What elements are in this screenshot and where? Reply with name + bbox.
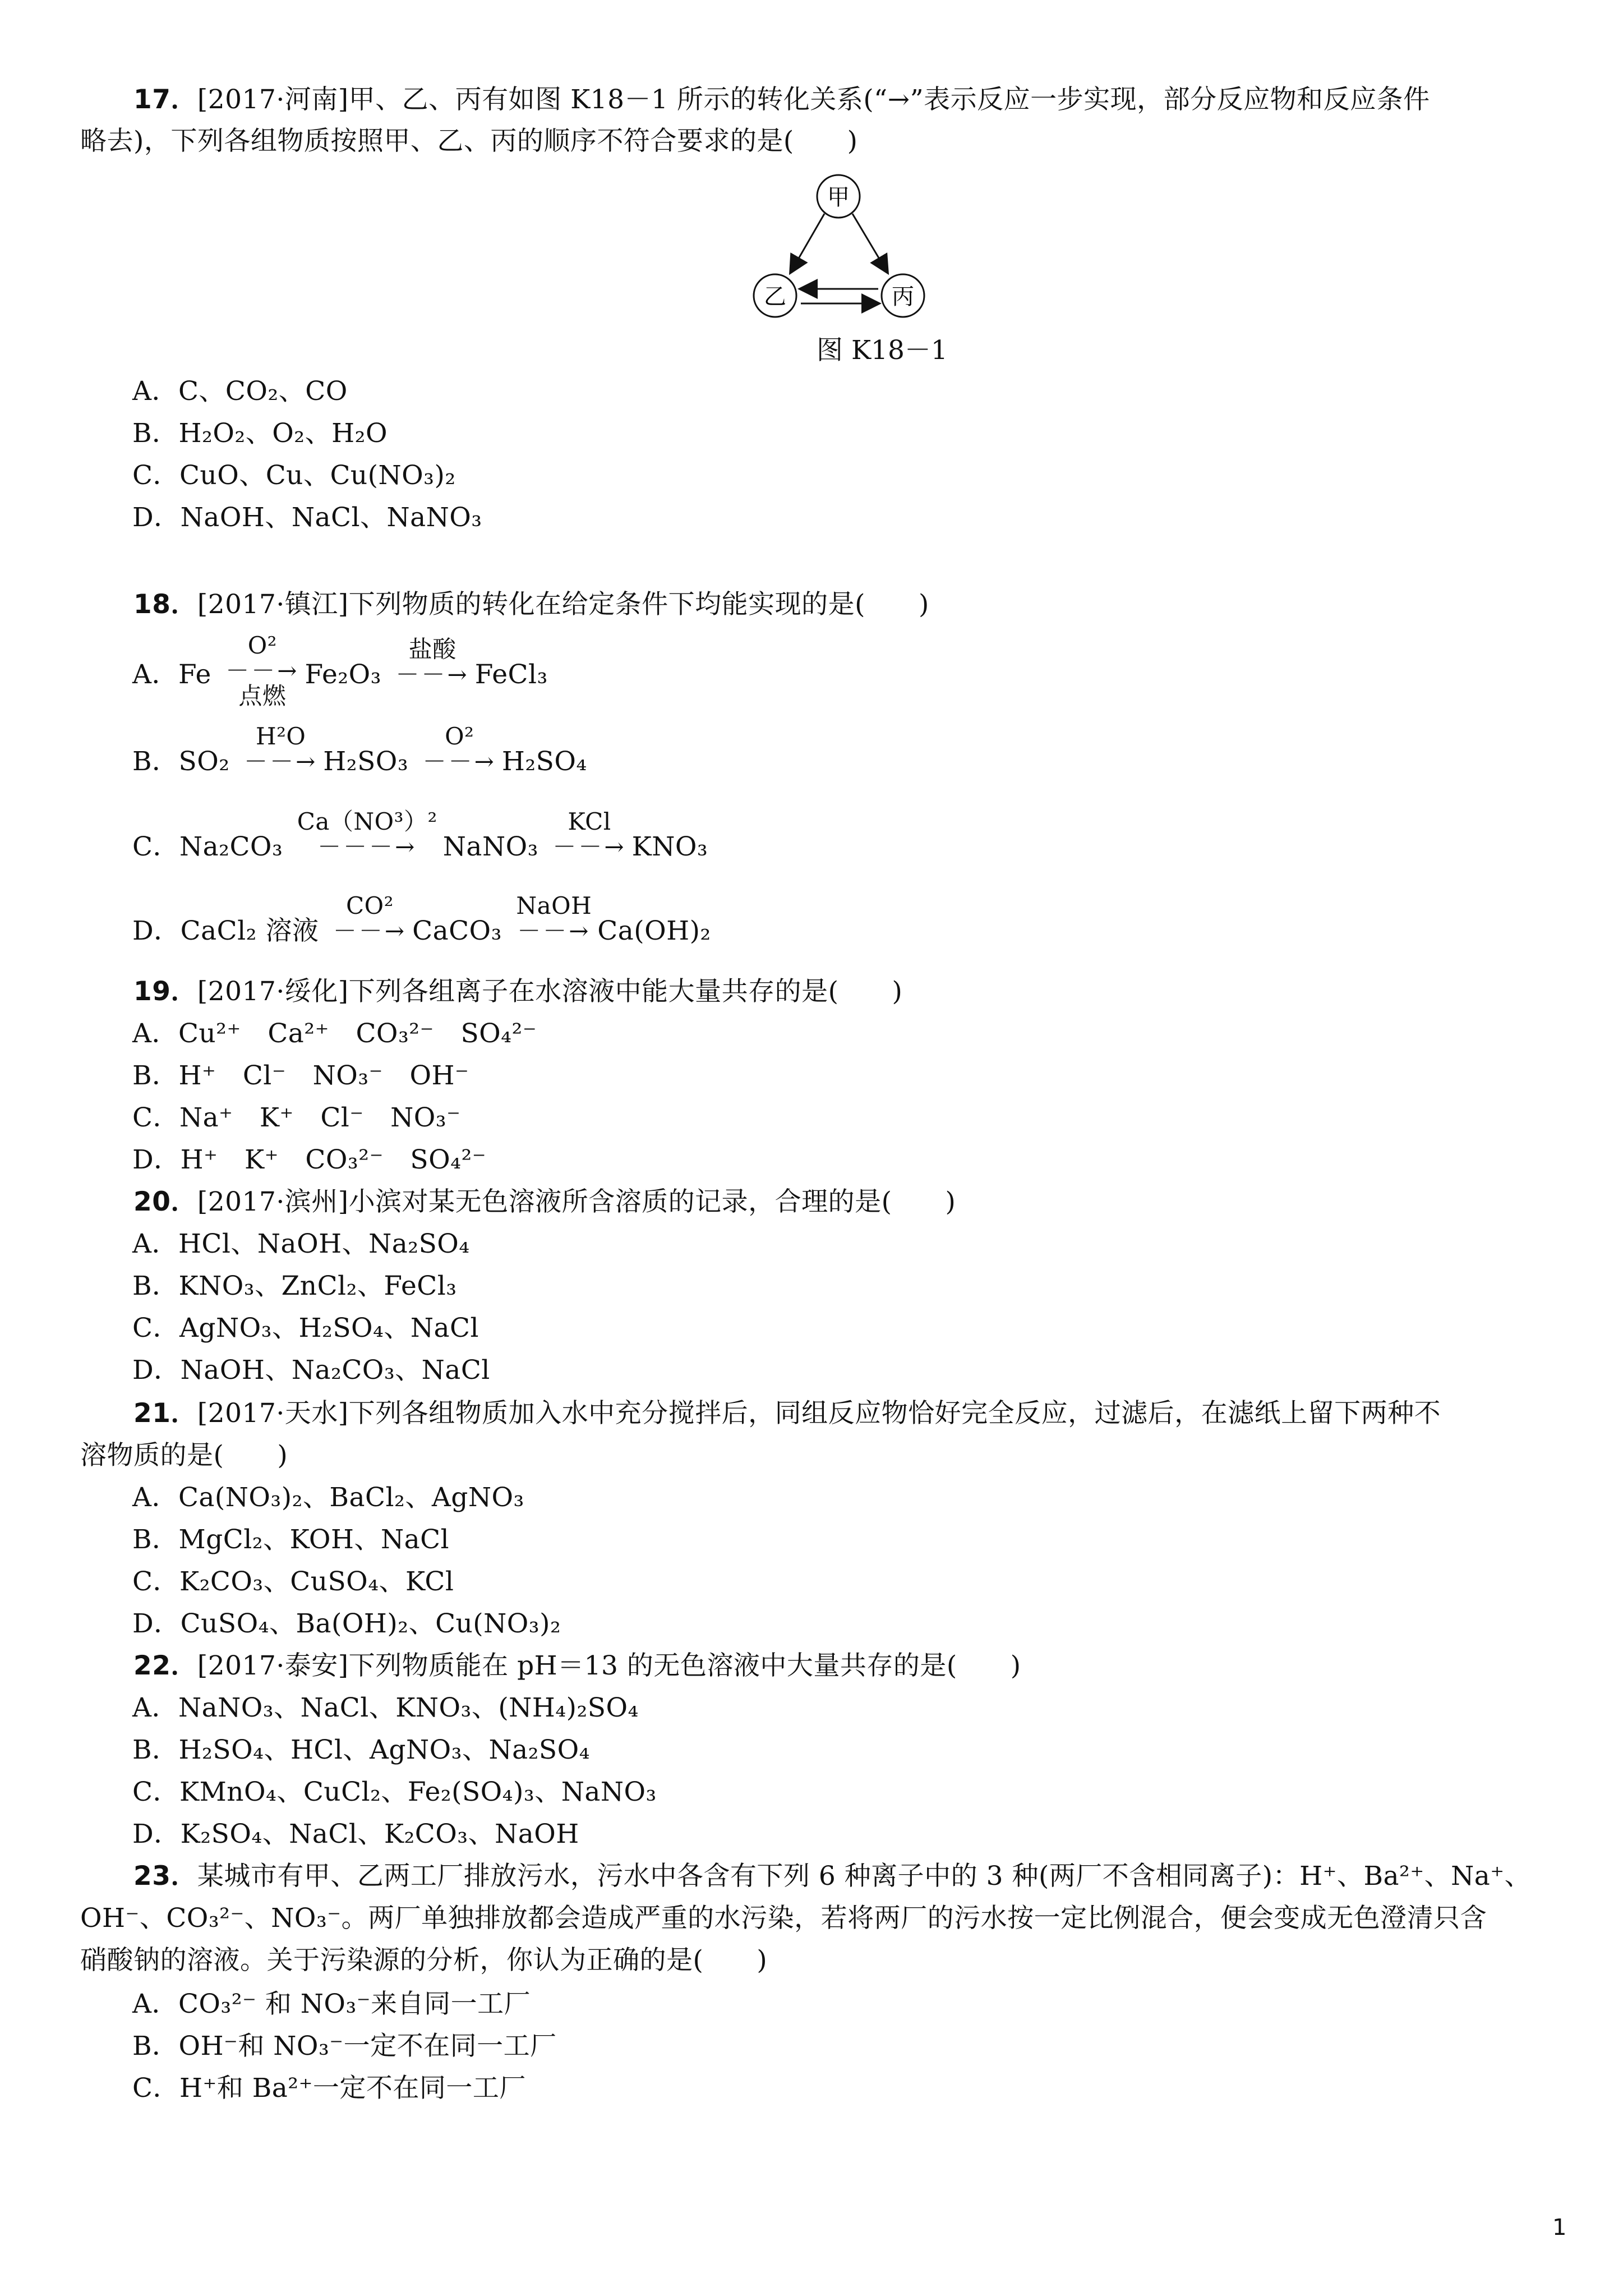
question-22-number: 22．: [133, 1650, 197, 1681]
arrow-jia-to-yi: [791, 214, 824, 272]
question-23-stem: 某城市有甲、乙两工厂排放污水，污水中各含有下列 6 种离子中的 3 种(两厂不含相同离子)：H⁺、Ba²⁺、Na⁺、: [197, 1861, 1532, 1892]
arrow-jia-to-bing: [852, 214, 887, 272]
q20-option-c: C．AgNO₃、H₂SO₄、NaCl: [132, 1313, 479, 1343]
node-yi-label: 乙: [764, 284, 786, 310]
question-19-stem: [2017·绥化]下列各组离子在水溶液中能大量共存的是( ): [197, 976, 903, 1007]
question-17-line2: 略去)，下列各组物质按照甲、乙、丙的顺序不符合要求的是( ): [80, 126, 858, 157]
page-number: 1: [1552, 2215, 1567, 2240]
question-20-line1: [133, 1185, 956, 1219]
question-22-stem: [2017·泰安]下列物质能在 pH＝13 的无色溶液中大量共存的是( ): [197, 1650, 1021, 1681]
product: H₂SO₄: [501, 746, 587, 777]
q18-option-a: [132, 632, 548, 715]
q18-option-b: [132, 723, 587, 789]
product: Ca(OH)₂: [597, 915, 711, 946]
reaction-arrow: －－→: [422, 748, 496, 775]
q20-option-a: A．HCl、NaOH、Na₂SO₄: [132, 1228, 470, 1259]
question-23-number: 23．: [133, 1861, 197, 1892]
figure-caption: 图 K18－1: [817, 335, 948, 366]
condition-arrow: CO² －－→: [333, 892, 407, 945]
condition-arrow: H²O －－→: [244, 723, 318, 775]
reaction-arrow: －－→: [333, 917, 407, 945]
reaction-arrow: －－→: [517, 917, 591, 945]
option-label: C．Na₂CO₃: [132, 831, 283, 862]
q17-option-d: D．NaOH、NaCl、NaNO₃: [132, 502, 482, 533]
q22-option-c: C．KMnO₄、CuCl₂、Fe₂(SO₄)₃、NaNO₃: [132, 1777, 657, 1807]
q18-option-c: [132, 808, 708, 874]
question-18-stem: [2017·镇江]下列物质的转化在给定条件下均能实现的是( ): [197, 589, 929, 620]
question-22-line1: [133, 1649, 1021, 1683]
q17-option-a: A．C、CO₂、CO: [132, 376, 348, 407]
q22-option-a: A．NaNO₃、NaCl、KNO₃、(NH₄)₂SO₄: [132, 1692, 639, 1723]
option-label: B．SO₂: [132, 746, 230, 777]
reaction-arrow: －－→: [395, 661, 469, 688]
q19-option-d: D．H⁺ K⁺ CO₃²⁻ SO₄²⁻: [132, 1144, 487, 1175]
condition-arrow: NaOH －－→: [516, 892, 592, 945]
q23-option-a: A．CO₃²⁻ 和 NO₃⁻来自同一工厂: [132, 1989, 531, 2019]
question-17-stem: [2017·河南]甲、乙、丙有如图 K18－1 所示的转化关系(“→”表示反应一步实现，部分反应物和反应条件: [197, 84, 1430, 115]
q19-option-c: C．Na⁺ K⁺ Cl⁻ NO₃⁻: [132, 1102, 461, 1133]
product: KNO₃: [631, 831, 708, 862]
question-21-line2: 溶物质的是( ): [80, 1440, 288, 1471]
intermediate: Fe₂O₃: [305, 659, 382, 690]
question-20-stem: [2017·滨州]小滨对某无色溶液所含溶质的记录，合理的是( ): [197, 1186, 956, 1217]
question-18-number: 18．: [133, 589, 197, 620]
q19-option-b: B．H⁺ Cl⁻ NO₃⁻ OH⁻: [132, 1060, 469, 1091]
node-jia-label: 甲: [827, 185, 850, 210]
reaction-arrow: －－→: [225, 657, 299, 684]
question-18-line1: [133, 588, 929, 622]
q22-option-b: B．H₂SO₄、HCl、AgNO₃、Na₂SO₄: [132, 1734, 591, 1765]
q19-option-a: A．Cu²⁺ Ca²⁺ CO₃²⁻ SO₄²⁻: [132, 1018, 537, 1049]
question-19-line1: [133, 975, 902, 1009]
q20-option-b: B．KNO₃、ZnCl₂、FeCl₃: [132, 1271, 457, 1301]
question-17-number: 17．: [133, 84, 197, 115]
q17-option-c: C．CuO、Cu、Cu(NO₃)₂: [132, 460, 456, 491]
q21-option-a: A．Ca(NO₃)₂、BaCl₂、AgNO₃: [132, 1482, 524, 1513]
intermediate: CaCO₃: [412, 915, 502, 946]
condition-arrow: O² －－→ 点燃: [225, 632, 299, 710]
condition-arrow: KCl －－→: [552, 808, 626, 861]
question-23-line3: 硝酸钠的溶液。关于污染源的分析，你认为正确的是( ): [80, 1945, 768, 1976]
reaction-arrow: －－→: [552, 833, 626, 861]
question-20-number: 20．: [133, 1186, 197, 1217]
question-21-line1: [133, 1397, 1441, 1430]
q23-option-c: C．H⁺和 Ba²⁺一定不在同一工厂: [132, 2073, 526, 2104]
condition-arrow: O² －－→: [422, 723, 496, 775]
q20-option-d: D．NaOH、Na₂CO₃、NaCl: [132, 1355, 490, 1386]
q21-option-c: C．K₂CO₃、CuSO₄、KCl: [132, 1566, 454, 1597]
reaction-arrow: －－→: [244, 748, 318, 775]
condition-arrow: 盐酸 －－→: [395, 636, 469, 688]
q18-option-d: [132, 892, 711, 958]
option-label: D．CaCl₂ 溶液: [132, 915, 319, 946]
node-bing-label: 丙: [892, 284, 914, 310]
question-21-number: 21．: [133, 1398, 197, 1429]
intermediate: H₂SO₃: [323, 746, 409, 777]
question-21-stem: [2017·天水]下列各组物质加入水中充分搅拌后，同组反应物恰好完全反应，过滤后，在滤纸上留下两种不: [197, 1398, 1441, 1429]
q22-option-d: D．K₂SO₄、NaCl、K₂CO₃、NaOH: [132, 1819, 579, 1849]
q17-option-b: B．H₂O₂、O₂、H₂O: [132, 418, 388, 449]
question-23-line1: [133, 1860, 1531, 1893]
reaction-arrow: －－－→: [317, 833, 417, 861]
question-23-line2: OH⁻、CO₃²⁻、NO₃⁻。两厂单独排放都会造成严重的水污染，若将两厂的污水按一定比例混合，便会变成无色澄清只含: [80, 1903, 1487, 1934]
question-17-line1: [133, 83, 1430, 117]
q21-option-d: D．CuSO₄、Ba(OH)₂、Cu(NO₃)₂: [132, 1608, 561, 1639]
conversion-diagram: [746, 171, 931, 334]
option-label: A．Fe: [132, 659, 211, 690]
q23-option-b: B．OH⁻和 NO₃⁻一定不在同一工厂: [132, 2031, 557, 2062]
question-19-number: 19．: [133, 976, 197, 1007]
q21-option-b: B．MgCl₂、KOH、NaCl: [132, 1524, 450, 1555]
product: FeCl₃: [474, 659, 548, 690]
condition-arrow: Ca（NO³）² －－－→: [297, 808, 437, 861]
intermediate: NaNO₃: [442, 831, 538, 862]
